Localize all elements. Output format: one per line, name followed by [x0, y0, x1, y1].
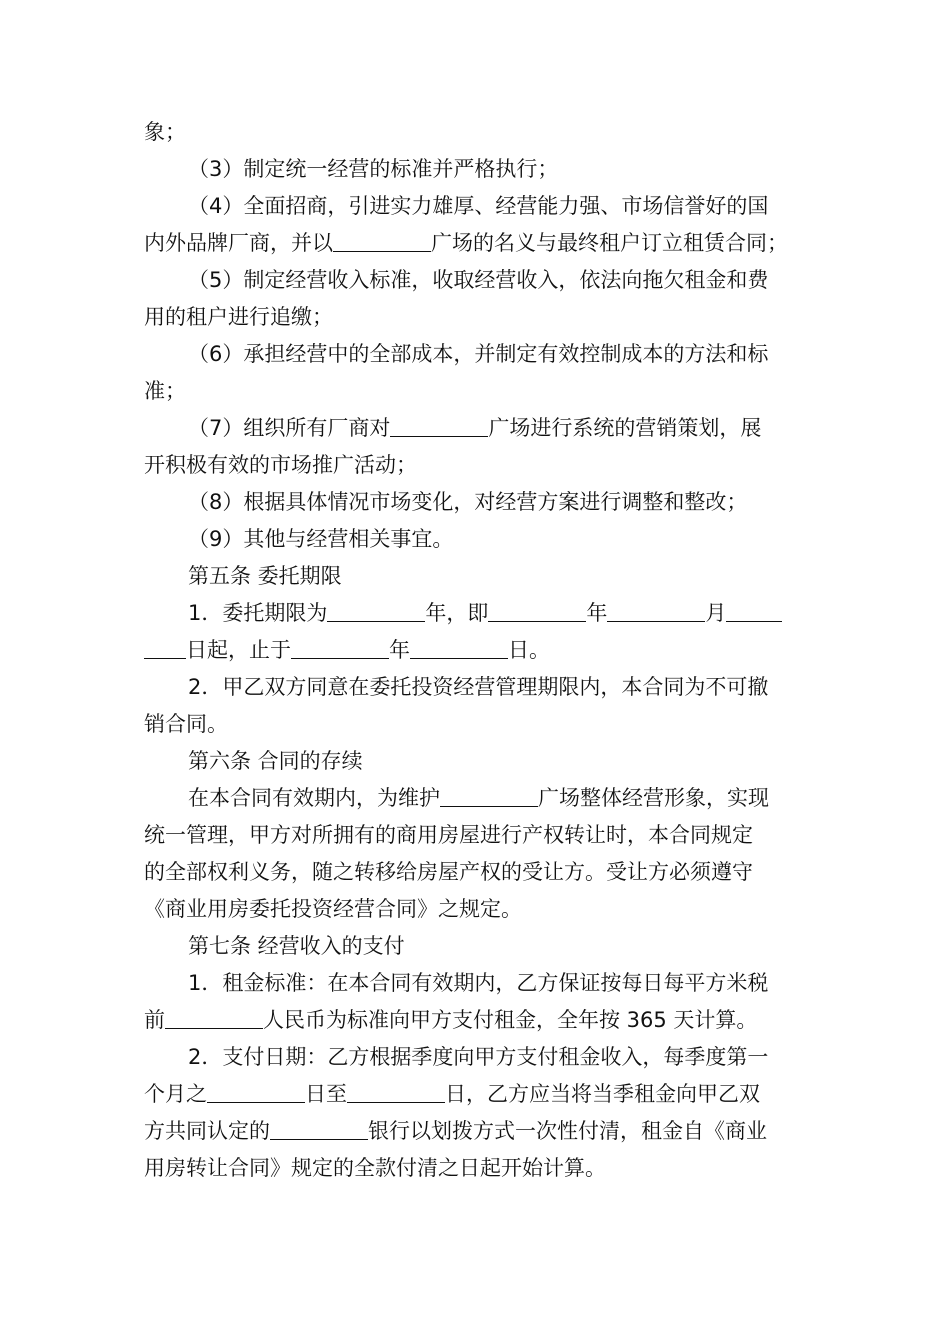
- article-6-heading: 第六条 合同的存续: [188, 749, 363, 773]
- fill-in-blank: [390, 414, 488, 437]
- clause-item-9: （9）其他与经营相关事宜。: [188, 527, 454, 551]
- text-segment: 月: [705, 601, 727, 625]
- contract-text: [144, 114, 806, 1187]
- text-segment: 年: [586, 601, 608, 625]
- text-segment: 个月之: [144, 1082, 207, 1106]
- text-line: 统一管理，甲方对所拥有的商用房屋进行产权转让时，本合同规定: [144, 823, 753, 847]
- text-segment: 广场进行系统的营销策划，展: [488, 416, 762, 440]
- text-segment: 人民币为标准向甲方支付租金，全年按 365 天计算。: [263, 1008, 758, 1032]
- text-segment: 广场整体经营形象，实现: [538, 786, 769, 810]
- fill-in-blank: [347, 1080, 445, 1103]
- text-line: [144, 1113, 806, 1150]
- term-period: [144, 595, 806, 632]
- text-segment: 1．委托期限为: [188, 601, 328, 625]
- rent-standard: 1．租金标准：在本合同有效期内，乙方保证按每日每平方米税: [188, 971, 769, 995]
- text-line: [144, 1076, 806, 1113]
- fill-in-blank: [440, 784, 538, 807]
- text-segment: 日，乙方应当将当季租金向甲乙双: [445, 1082, 760, 1106]
- text-line: 《商业用房委托投资经营合同》之规定。: [144, 897, 522, 921]
- clause-item-5: （5）制定经营收入标准，收取经营收入，依法向拖欠租金和费: [188, 268, 769, 292]
- fill-in-blank: [270, 1117, 368, 1140]
- continuity-paragraph: [144, 780, 806, 817]
- text-segment: 日起，止于: [186, 638, 291, 662]
- text-segment: 日。: [508, 638, 550, 662]
- text-segment: 广场的名义与最终租户订立租赁合同；: [431, 231, 788, 255]
- fill-in-blank: [165, 1006, 263, 1029]
- text-line: [144, 225, 806, 262]
- article-7-heading: 第七条 经营收入的支付: [188, 934, 405, 958]
- text-segment: （7）组织所有厂商对: [188, 416, 391, 440]
- text-segment: 日至: [305, 1082, 347, 1106]
- text-line: 的全部权利义务，随之转移给房屋产权的受让方。受让方必须遵守: [144, 860, 753, 884]
- text-line: 用的租户进行追缴；: [144, 305, 333, 329]
- article-5-heading: 第五条 委托期限: [188, 564, 342, 588]
- clause-item-4: （4）全面招商，引进实力雄厚、经营能力强、市场信誉好的国: [188, 194, 769, 218]
- fill-in-blank: [144, 636, 186, 659]
- text-line: 准；: [144, 379, 186, 403]
- text-line: [144, 1002, 806, 1039]
- text-segment: 银行以划拨方式一次性付清，租金自《商业: [368, 1119, 767, 1143]
- clause-item-6: （6）承担经营中的全部成本，并制定有效控制成本的方法和标: [188, 342, 769, 366]
- text-segment: 内外品牌厂商，并以: [144, 231, 333, 255]
- text-segment: 前: [144, 1008, 165, 1032]
- text-line: 用房转让合同》规定的全款付清之日起开始计算。: [144, 1156, 606, 1180]
- fill-in-blank: [607, 599, 705, 622]
- fill-in-blank: [488, 599, 586, 622]
- fill-in-blank: [333, 229, 431, 252]
- text-segment: 在本合同有效期内，为维护: [188, 786, 440, 810]
- fill-in-blank: [410, 636, 508, 659]
- term-irrevocable: 2．甲乙双方同意在委托投资经营管理期限内，本合同为不可撤: [188, 675, 769, 699]
- text-line: 销合同。: [144, 712, 228, 736]
- text-line: 象；: [144, 120, 186, 144]
- fill-in-blank: [291, 636, 389, 659]
- text-segment: 年，即: [425, 601, 489, 625]
- fill-in-blank: [327, 599, 425, 622]
- payment-date: 2．支付日期：乙方根据季度向甲方支付租金收入，每季度第一: [188, 1045, 769, 1069]
- clause-item-7: [144, 410, 806, 447]
- clause-item-3: （3）制定统一经营的标准并严格执行；: [188, 157, 559, 181]
- text-segment: 方共同认定的: [144, 1119, 270, 1143]
- fill-in-blank: [726, 599, 782, 622]
- fill-in-blank: [207, 1080, 305, 1103]
- text-line: [144, 632, 806, 669]
- text-line: 开积极有效的市场推广活动；: [144, 453, 417, 477]
- clause-item-8: （8）根据具体情况市场变化，对经营方案进行调整和整改；: [188, 490, 748, 514]
- text-segment: 年: [389, 638, 410, 662]
